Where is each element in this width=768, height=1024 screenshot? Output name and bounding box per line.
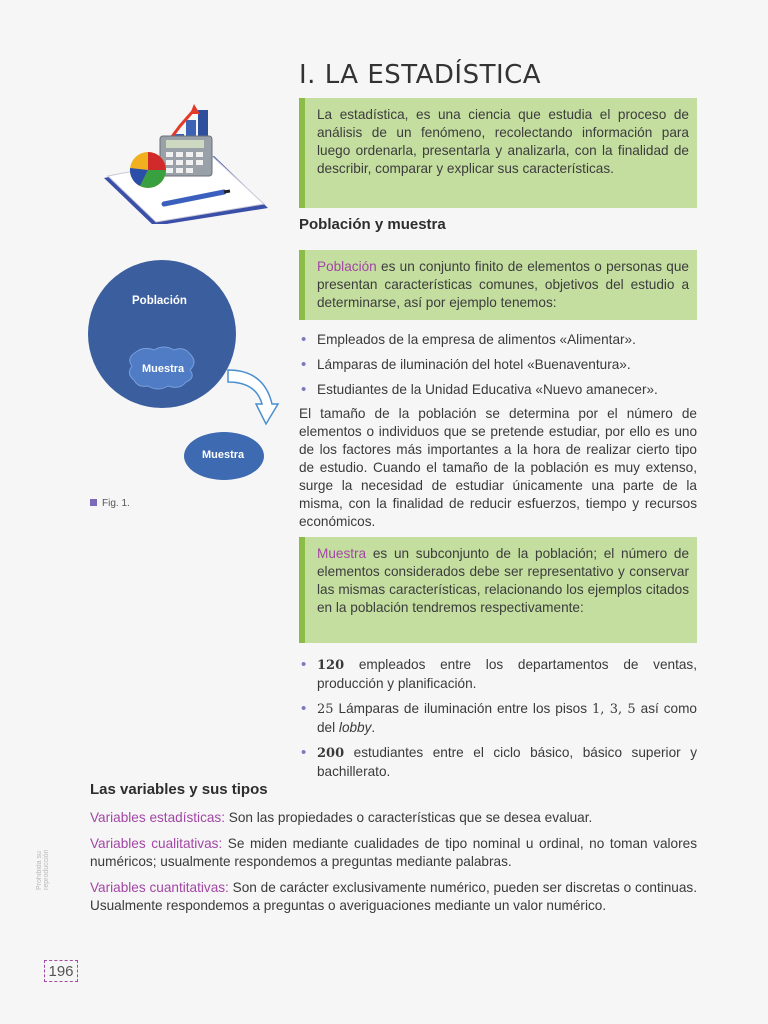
definition-text: es un conjunto finito de elementos o personas que presentan características comunes, objetivos del estudio a determinarse, así por ejemplo tenemos: — [317, 259, 689, 310]
term-variables-cuantitativas: Variables cuantitativas: — [90, 880, 229, 895]
term-variables-cualitativas: Variables cualitativas: — [90, 836, 223, 851]
variable-definition-cuantitativas — [90, 879, 697, 915]
poblacion-examples-list — [299, 331, 697, 406]
example-text: Lámparas de iluminación entre los pisos — [333, 701, 592, 716]
section-heading-variables: Las variables y sus tipos — [90, 781, 268, 798]
example-text: así como del — [317, 701, 697, 735]
floor-numbers: 1, 3, 5 — [591, 702, 636, 717]
caption-square-icon — [90, 499, 97, 506]
lobby-term: lobby — [338, 720, 372, 735]
list-item — [299, 656, 697, 693]
muestra-outer-label: Muestra — [202, 449, 245, 461]
definition-text: La estadística, es una ciencia que estudia el proceso de análisis de un fenómeno, recolectando información para luego ordenarla, presentarla y analizarla, con la finalidad de describir, comparar y explicar sus características. — [317, 107, 689, 176]
population-sample-diagram — [88, 258, 288, 490]
definition-text: Son de carácter exclusivamente numérico, pueden ser discretas o continuas. Usualmente respondemos a preguntas o averiguaciones mediante un valor numérico. — [90, 880, 697, 913]
page-number: 196 — [44, 960, 78, 982]
statistics-illustration — [96, 96, 274, 224]
term-muestra: Muestra — [317, 546, 367, 561]
definition-text: Se miden mediante cualidades de tipo nominal u ordinal, no toman valores numéricos; usualmente respondemos a preguntas mediante palabras. — [90, 836, 697, 869]
list-item: • Estudiantes de la Unidad Educativa «Nuevo amanecer». — [299, 381, 697, 399]
figure-caption — [90, 498, 130, 509]
poblacion-paragraph: El tamaño de la población se determina por el número de elementos o individuos que se pretende estudiar, por ello es uno de los factores más importantes a la hora de realizar cierto tipo de estudio. Cuando el tamaño de la población es muy extenso, surge la necesidad de estudiar únicamente una parte de la misma, con la finalidad de reducir esfuerzos, tiempo y recursos económicos. — [299, 406, 697, 529]
definition-box-muestra — [299, 537, 697, 643]
page-title: I. LA ESTADÍSTICA — [299, 60, 542, 90]
figure-caption-text: Fig. 1. — [102, 498, 130, 509]
definition-text: es un subconjunto de la población; el número de elementos considerados debe ser representativo y conservar las mismas características, relacionando los ejemplos citados en la población tendremos respectivamente: — [317, 546, 689, 615]
muestra-examples-list — [299, 656, 697, 788]
example-number: 120 — [317, 658, 345, 673]
muestra-inner-label: Muestra — [142, 363, 185, 375]
list-item: • Lámparas de iluminación del hotel «Buenaventura». — [299, 356, 697, 374]
variable-definition-estadisticas — [90, 809, 697, 827]
example-text: . — [371, 720, 376, 735]
list-item: • Empleados de la empresa de alimentos «Alimentar». — [299, 331, 697, 349]
term-poblacion: Población — [317, 259, 377, 274]
definition-box-poblacion — [299, 250, 697, 320]
list-item — [299, 744, 697, 781]
list-item — [299, 700, 697, 737]
definition-text: Son las propiedades o características que se desea evaluar. — [225, 810, 593, 825]
section-heading-poblacion: Población y muestra — [299, 216, 446, 233]
example-number: 200 — [317, 746, 345, 761]
variable-definition-cualitativas — [90, 835, 697, 871]
example-number: 25 — [317, 702, 334, 717]
variables-definitions — [90, 809, 697, 923]
copyright-notice: Prohibida su reproducción — [36, 849, 50, 890]
example-text: estudiantes entre el ciclo básico, básico superior y bachillerato. — [317, 745, 697, 779]
definition-box-estadistica — [299, 98, 697, 208]
poblacion-label: Población — [132, 295, 187, 307]
term-variables-estadisticas: Variables estadísticas: — [90, 810, 225, 825]
example-text: empleados entre los departamentos de ventas, producción y planificación. — [317, 657, 697, 691]
